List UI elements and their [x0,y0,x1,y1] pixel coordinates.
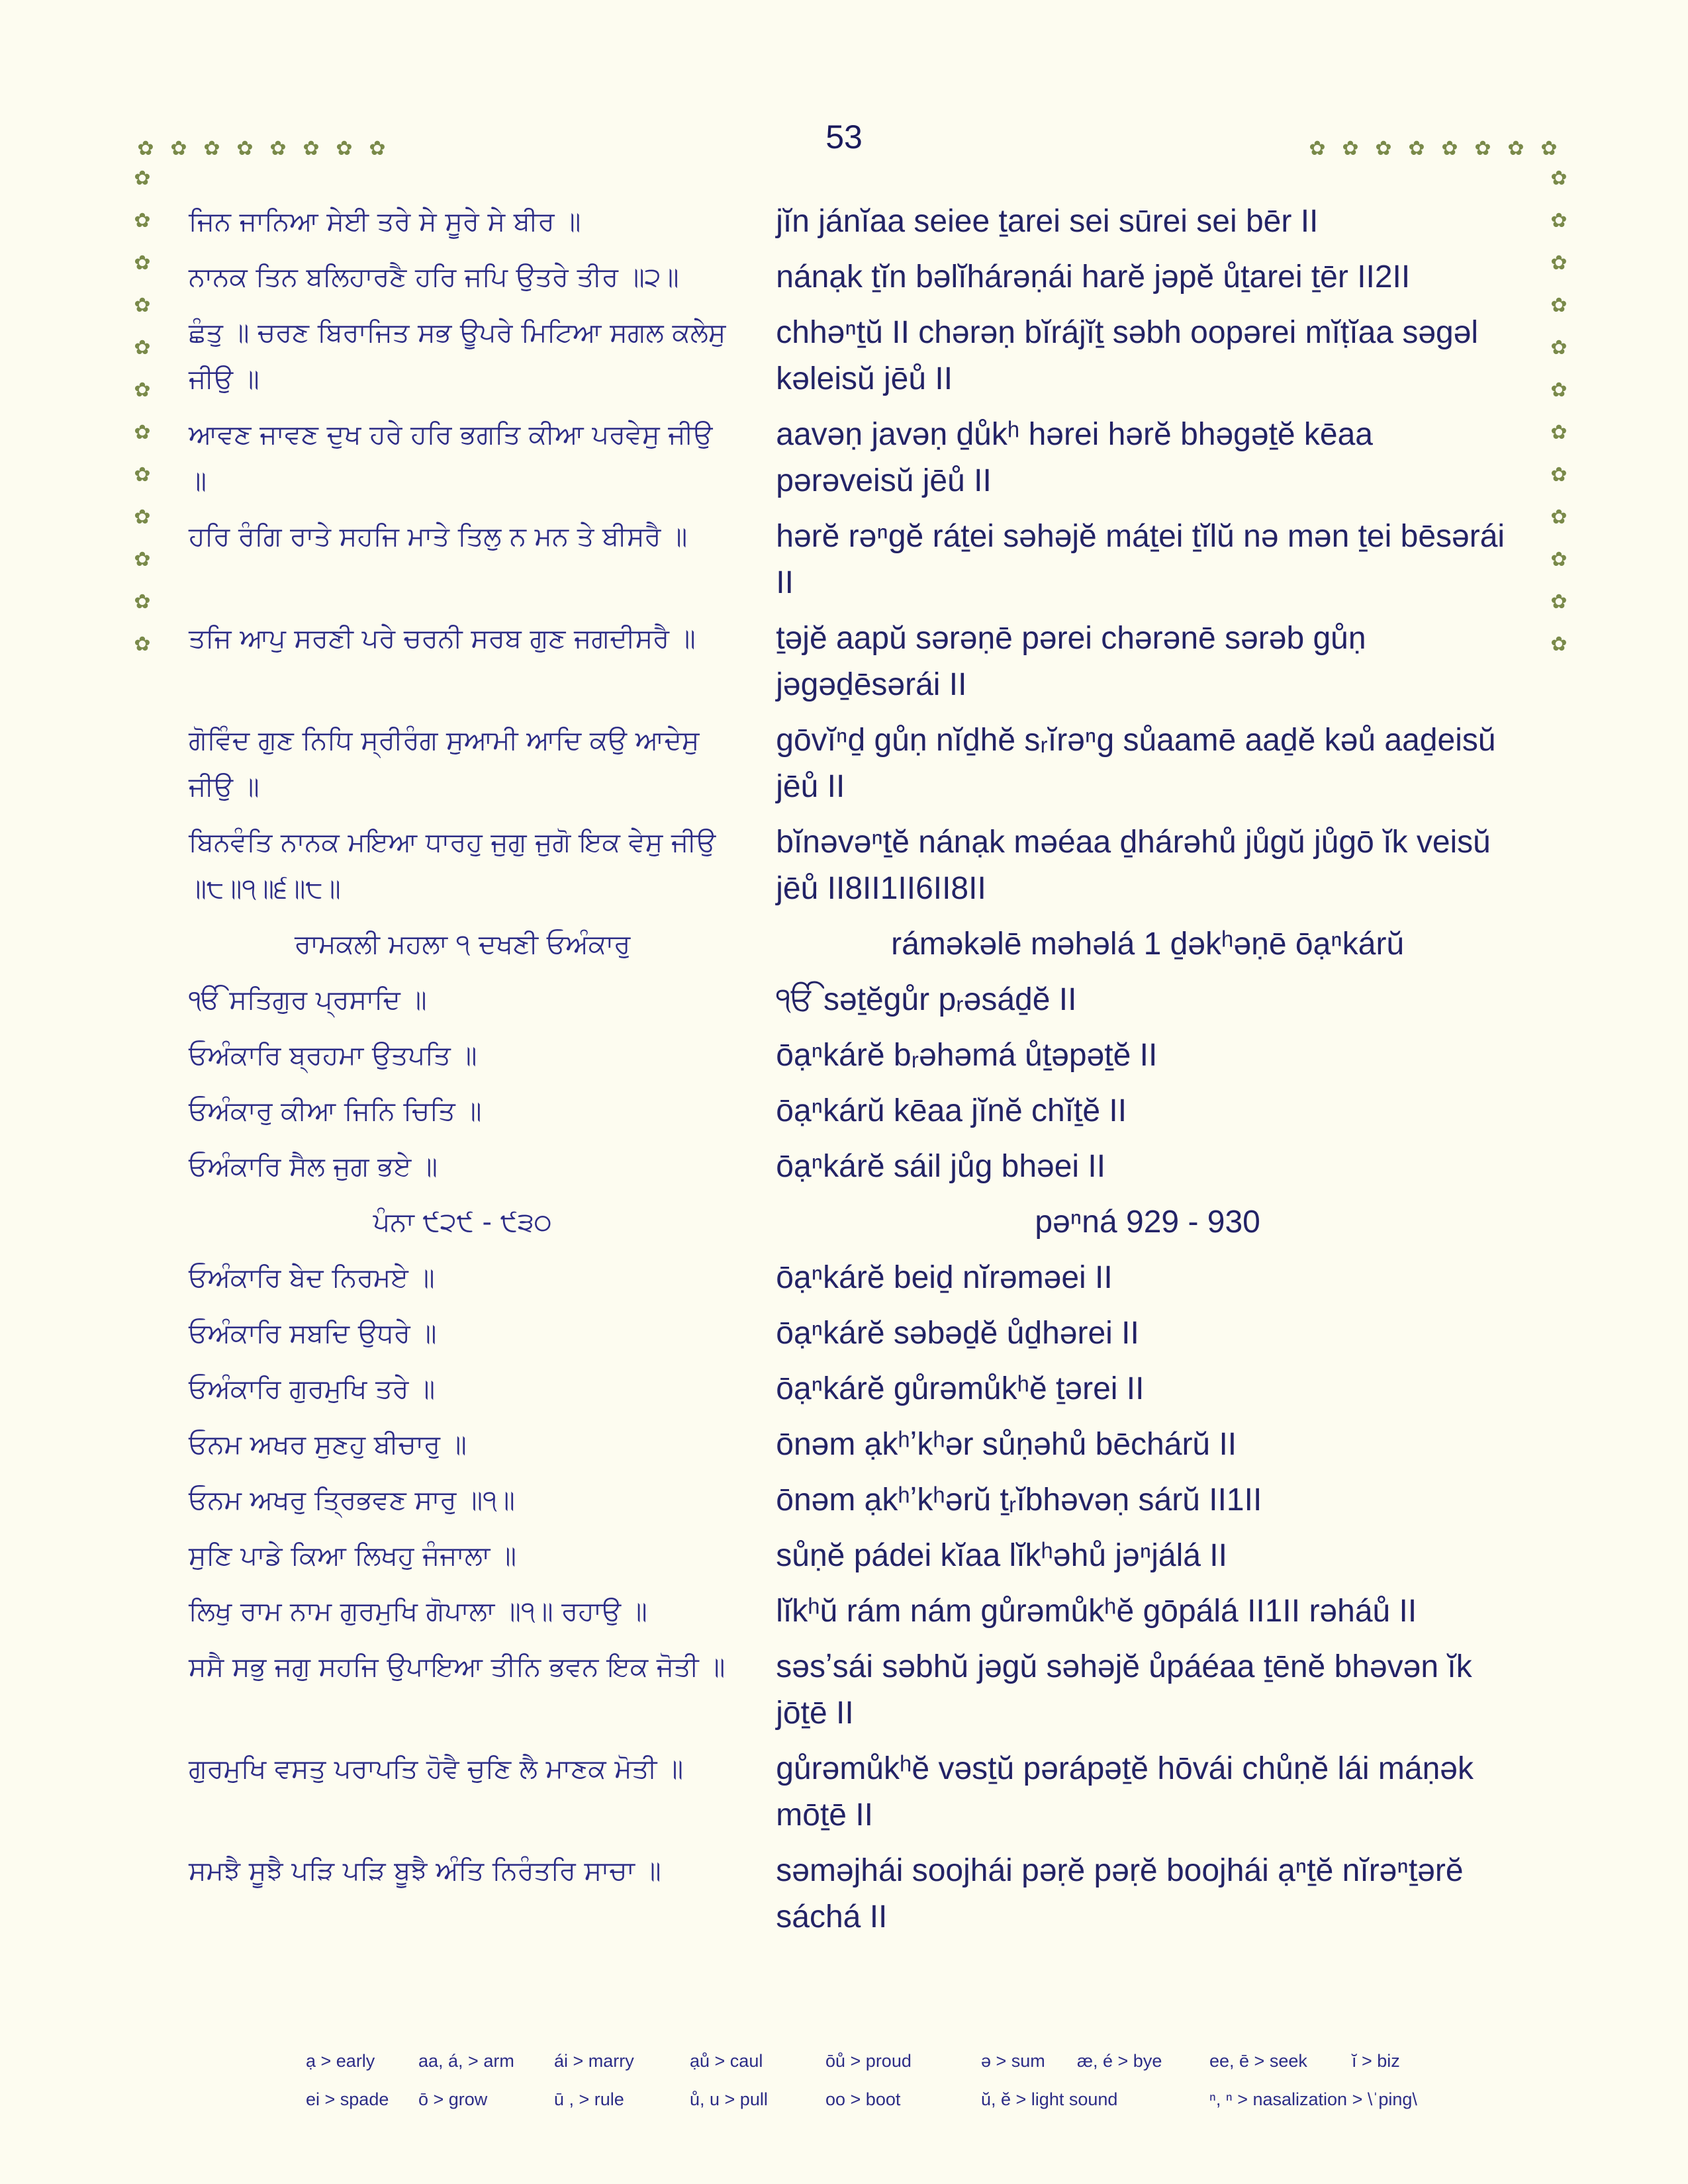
legend-item: ŭ, ĕ > light sound [981,2089,1118,2109]
gurmukhi-text: ਓਨਮ ਅਖਰ ਸੁਣਹੁ ਬੀਚਾਰੁ ॥ [189,1430,467,1460]
verse-row [189,1310,1519,1357]
verse-row [189,1746,1519,1839]
gurmukhi-text: ਓਅੰਕਾਰੁ ਕੀਆ ਜਿਨਿ ਚਿਤਿ ॥ [189,1096,482,1126]
legend-item: ạů > caul [690,2050,763,2071]
verse-row [189,819,1519,912]
flower-icon: ✿ [1309,137,1326,160]
flower-icon: ✿ [1550,167,1568,190]
transliteration-text: ōạⁿkárĕ bᵣəhəmá ůṯəpəṯĕ II [776,1038,1158,1073]
flower-icon: ✿ [170,137,187,160]
verse-row [189,310,1519,402]
legend-item: ů, u > pull [690,2089,768,2109]
gurmukhi-text: ਤਜਿ ਆਪੁ ਸਰਣੀ ਪਰੇ ਚਰਨੀ ਸਰਬ ਗੁਣ ਜਗਦੀਸਰੈ ॥ [189,623,696,654]
verse-row [189,1848,1519,1940]
verse-row [189,1366,1519,1412]
transliteration-text: sůṇĕ pádei kĭaa lĭkʰəhů jəⁿjálá II [776,1538,1227,1573]
flower-icon: ✿ [134,463,151,486]
transliteration-text: ōạⁿkárĕ beiḏ nĭrəməei II [776,1260,1113,1295]
legend-item: ee, ē > seek [1209,2050,1307,2071]
flower-icon: ✿ [1441,137,1458,160]
flower-icon: ✿ [269,137,287,160]
gurmukhi-text: ਆਵਣ ਜਾਵਣ ਦੁਖ ਹਰੇ ਹਰਿ ਭਗਤਿ ਕੀਆ ਪਰਵੇਸੁ ਜੀਉ ॥ [189,420,713,496]
section-heading-row [189,1199,1519,1246]
verse-row [189,1144,1519,1190]
gurmukhi-text: ਓਅੰਕਾਰਿ ਬੇਦ ਨਿਰਮਏ ॥ [189,1263,435,1293]
gurmukhi-text: ੴ ਸਤਿਗੁਰ ਪ੍ਰਸਾਦਿ ॥ [189,985,427,1015]
gurmukhi-text: ਓਅੰਕਾਰਿ ਸੈਲ ਜੁਗ ਭਏ ॥ [189,1152,438,1182]
transliteration-text: səsʼsái səbhŭ jəgŭ səhəjĕ ůpáéaa ṯēnĕ bhəvən ĭk jōṯē II [776,1649,1472,1731]
transliteration-text: ੴ səṯĕgůr pᵣəsáḏĕ II [776,982,1077,1017]
transliteration-text: pəⁿná 929 - 930 [1035,1205,1260,1240]
legend-item: ĭ > biz [1352,2050,1400,2071]
legend-item: ə > sum [981,2050,1045,2071]
flower-icon: ✿ [134,294,151,317]
flower-icon: ✿ [134,251,151,275]
transliteration-text: ōnəm ạkʰʼkʰər sůṇəhů bēchárŭ II [776,1427,1237,1462]
flower-icon: ✿ [1550,209,1568,232]
flower-icon: ✿ [134,590,151,614]
legend-item: ái > marry [554,2050,634,2071]
flower-icon: ✿ [134,548,151,571]
flower-icon: ✿ [369,137,386,160]
transliteration-text: chhəⁿṯŭ II chərəṇ bĭrájĭṯ səbh oopərei mĭṭĭaa səgəl kəleisŭ jēů II [776,315,1479,396]
verse-row [189,1088,1519,1134]
transliteration-text: gōvĭⁿḏ gůṇ nĭḏhĕ sᵣĭrəⁿg sůaamē aaḏĕ kəů aaḏeisŭ jēů II [776,723,1496,804]
ornament-right-column [1546,165,1572,658]
verse-row [189,254,1519,300]
flower-icon: ✿ [134,421,151,444]
flower-icon: ✿ [1550,633,1568,656]
flower-icon: ✿ [134,633,151,656]
transliteration-text: ōnəm ạkʰʼkʰərŭ ṯᵣĭbhəvəṇ sárŭ II1II [776,1482,1262,1518]
gurmukhi-text: ਪੰਨਾ ੯੨੯ - ੯੩੦ [373,1207,552,1238]
flower-icon: ✿ [1550,251,1568,275]
flower-icon: ✿ [1540,137,1558,160]
legend-item: ạ > early [306,2050,375,2071]
gurmukhi-text: ਓਨਮ ਅਖਰੁ ਤ੍ਰਿਭਵਣ ਸਾਰੁ ॥੧॥ [189,1485,515,1516]
section-heading-row [189,921,1519,968]
flower-icon: ✿ [1550,463,1568,486]
verse-row [189,1032,1519,1079]
flower-icon: ✿ [134,506,151,529]
verse-row [189,1477,1519,1524]
verse-row [189,514,1519,606]
ornament-top-left [132,136,391,162]
transliteration-text: səməjhái soojhái pəṛĕ pəṛĕ boojhái ạⁿṯĕ nĭrəⁿṯərĕ sáchá II [776,1853,1464,1934]
legend-item: ei > spade [306,2089,389,2109]
gurmukhi-text: ਲਿਖੁ ਰਾਮ ਨਾਮ ਗੁਰਮੁਖਿ ਗੋਪਾਲਾ ॥੧॥ ਰਹਾਉ ॥ [189,1596,647,1627]
legend-item: aa, á, > arm [418,2050,514,2071]
verse-row [189,1533,1519,1579]
gurmukhi-text: ਸੁਣਿ ਪਾਡੇ ਕਿਆ ਲਿਖਹੁ ਜੰਜਾਲਾ ॥ [189,1541,517,1571]
verse-row [189,1255,1519,1301]
gurmukhi-text: ਸਮਝੈ ਸੂਝੈ ਪੜਿ ਪੜਿ ਬੂਝੈ ਅੰਤਿ ਨਿਰੰਤਰਿ ਸਾਚਾ ॥ [189,1856,661,1886]
gurmukhi-text: ਰਾਮਕਲੀ ਮਹਲਾ ੧ ਦਖਣੀ ਓਅੰਕਾਰੁ [294,929,631,960]
flower-icon: ✿ [303,137,320,160]
legend-row [306,2080,1497,2118]
gurmukhi-text: ਬਿਨਵੰਤਿ ਨਾਨਕ ਮਇਆ ਧਾਰਹੁ ਜੁਗੁ ਜੁਗੋ ਇਕ ਵੇਸੁ ਜੀਉ ॥੮॥੧॥੬॥੮॥ [189,827,716,904]
legend-item: ōů > proud [825,2050,912,2071]
flower-icon: ✿ [1408,137,1425,160]
transliteration-text: lĭkʰŭ rám nám gůrəmůkʰĕ gōpálá II1II rəháů II [776,1594,1417,1629]
transliteration-text: ōạⁿkárŭ kēaa jĭnĕ chĭṯĕ II [776,1093,1127,1128]
verse-row [189,1422,1519,1468]
transliteration-text: gůrəmůkʰĕ vəsṯŭ pərápəṯĕ hōvái chůṇĕ lái máṇək mōṯē II [776,1751,1474,1833]
gurmukhi-text: ਹਰਿ ਰੰਗਿ ਰਾਤੇ ਸਹਜਿ ਮਾਤੇ ਤਿਲੁ ਨ ਮਨ ਤੇ ਬੀਸਰੈ ॥ [189,522,688,552]
flower-icon: ✿ [137,137,154,160]
flower-icon: ✿ [1550,379,1568,402]
transliteration-text: aavəṇ javəṇ ḏůkʰ hərei hərĕ bhəgəṯĕ kēaa pərəveisŭ jēů II [776,417,1373,498]
flower-icon: ✿ [1474,137,1491,160]
ornament-top-right [1304,136,1562,162]
transliteration-text: ṯəjĕ aapŭ sərəṇē pərei chərənē sərəb gůṇ jəgəḏēsərái II [776,621,1366,702]
flower-icon: ✿ [1342,137,1359,160]
legend-item: ū , > rule [554,2089,624,2109]
flower-icon: ✿ [1550,590,1568,614]
flower-icon: ✿ [236,137,254,160]
gurmukhi-text: ਛੰਤੁ ॥ ਚਰਣ ਬਿਰਾਜਿਤ ਸਭ ਊਪਰੇ ਮਿਟਿਆ ਸਗਲ ਕਲੇਸੁ ਜੀਉ ॥ [189,318,726,394]
transliteration-text: ōạⁿkárĕ səbəḏĕ ůḏhərei II [776,1316,1139,1351]
gurmukhi-text: ਓਅੰਕਾਰਿ ਬ੍ਰਹਮਾ ਉਤਪਤਿ ॥ [189,1040,477,1071]
transliteration-text: bĭnəvəⁿṯĕ nánạk məéaa ḏhárəhů jůgŭ jůgō ĭk veisŭ jēů II8II1II6II8II [776,825,1491,906]
transliteration-text: ōạⁿkárĕ gůrəmůkʰĕ ṯərei II [776,1371,1145,1406]
transliteration-text: ōạⁿkárĕ sáil jůg bhəei II [776,1149,1106,1184]
flower-icon: ✿ [1550,336,1568,359]
verse-row [189,199,1519,245]
gurmukhi-text: ਗੋਵਿੰਦ ਗੁਣ ਨਿਧਿ ਸ੍ਰੀਰੰਗ ਸੁਆਮੀ ਆਦਿ ਕਉ ਆਦੇਸੁ ਜੀਉ ॥ [189,725,700,802]
gurmukhi-text: ਜਿਨ ਜਾਨਿਆ ਸੇਈ ਤਰੇ ਸੇ ਸੂਰੇ ਸੇ ਬੀਰ ॥ [189,206,581,237]
legend-item: ō > grow [418,2089,488,2109]
flower-icon: ✿ [134,167,151,190]
gurmukhi-text: ਨਾਨਕ ਤਿਨ ਬਲਿਹਾਰਣੈ ਹਰਿ ਜਪਿ ਉਤਰੇ ਤੀਰ ॥੨॥ [189,262,679,293]
gurmukhi-text: ਗੁਰਮੁਖਿ ਵਸਤੁ ਪਰਾਪਤਿ ਹੋਵੈ ਚੁਣਿ ਲੈ ਮਾਣਕ ਮੋਤੀ ॥ [189,1754,684,1784]
verse-row [189,1588,1519,1635]
verse-row [189,1644,1519,1737]
flower-icon: ✿ [203,137,220,160]
gurmukhi-text: ਓਅੰਕਾਰਿ ਸਬਦਿ ਉਧਰੇ ॥ [189,1318,437,1349]
verse-row [189,977,1519,1023]
flower-icon: ✿ [1550,506,1568,529]
flower-icon: ✿ [134,336,151,359]
pronunciation-legend [306,2042,1497,2118]
flower-icon: ✿ [134,209,151,232]
gurmukhi-text: ਸਸੈ ਸਭੁ ਜਗੁ ਸਹਜਿ ਉਪਾਇਆ ਤੀਨਿ ਭਵਨ ਇਕ ਜੋਤੀ ॥ [189,1652,726,1682]
flower-icon: ✿ [1375,137,1392,160]
flower-icon: ✿ [1550,548,1568,571]
legend-item: oo > boot [825,2089,901,2109]
legend-item: ⁿ, ⁿ > nasalization > \ˈping\ [1209,2089,1417,2109]
page-number: 53 [825,118,863,156]
transliteration-text: rámәkəlē məhəlá 1 ḏəkʰəṇē ōạⁿkárŭ [891,927,1405,962]
transliteration-text: nánạk ṯĭn bəlĭhárəṇái harĕ jəpĕ ůṯarei ṯēr II2II [776,259,1411,295]
flower-icon: ✿ [1550,294,1568,317]
flower-icon: ✿ [1550,421,1568,444]
verse-row [189,717,1519,810]
legend-item: æ, é > bye [1077,2050,1162,2071]
verse-row [189,615,1519,708]
gurmukhi-text: ਓਅੰਕਾਰਿ ਗੁਰਮੁਖਿ ਤਰੇ ॥ [189,1374,436,1404]
verse-table [189,199,1519,1950]
transliteration-text: hərĕ rəⁿgĕ ráṯei səhəjĕ máṯei ṯĭlŭ nə mən ṯei bēsərái II [776,519,1505,600]
transliteration-text: jĭn jánĭaa seiee ṯarei sei sūrei sei bēr II [776,204,1319,239]
verse-row [189,412,1519,504]
flower-icon: ✿ [1507,137,1524,160]
legend-row [306,2042,1497,2080]
flower-icon: ✿ [336,137,353,160]
ornament-left-column [129,165,156,658]
flower-icon: ✿ [134,379,151,402]
